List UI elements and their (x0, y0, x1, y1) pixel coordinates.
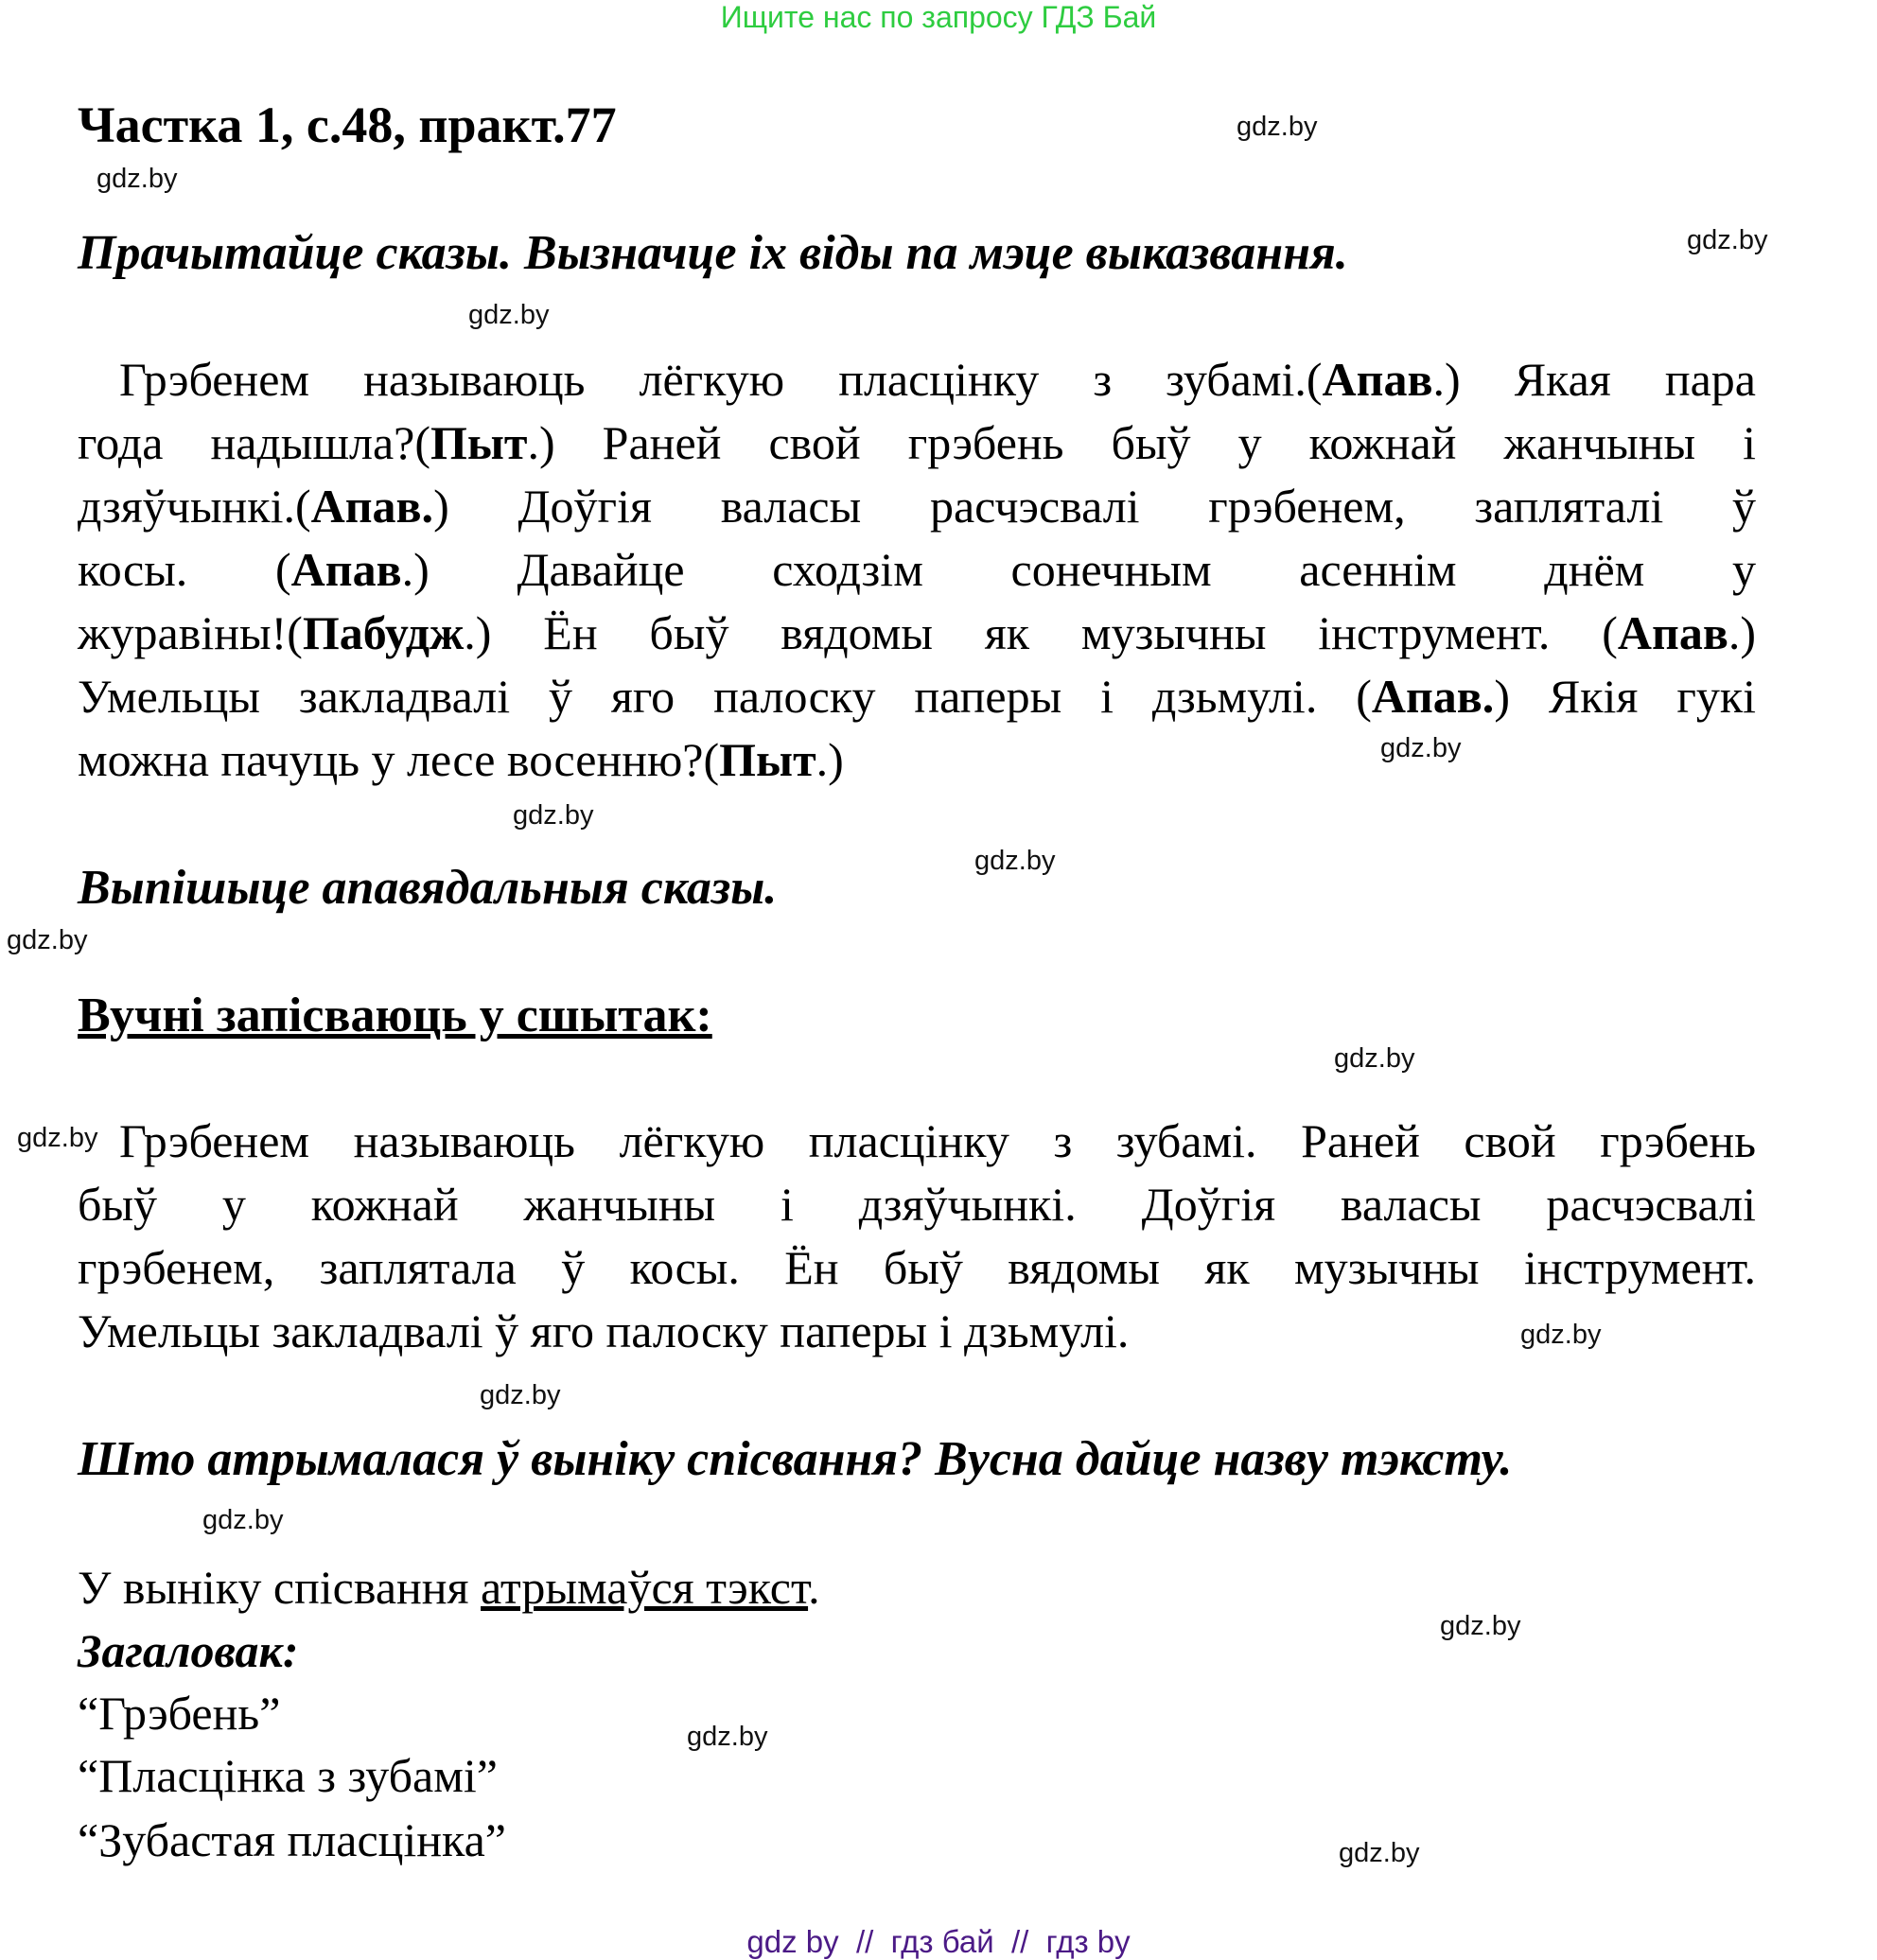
watermark: gdz.by (687, 1722, 768, 1752)
text-line (78, 665, 1756, 728)
text-line (78, 602, 1756, 665)
sentence-text: Умельцы закладвалі ў яго палоску паперы і дзьмулі. (78, 1304, 1130, 1357)
task-instruction-write: Выпішыце апавядальныя сказы. (78, 861, 778, 915)
sentence-text: .) (1728, 606, 1756, 659)
text-line (78, 475, 1756, 538)
sentence-type-label: Апав. (310, 480, 434, 533)
sentence-text: Грэбенем называюць лёгкую пласцінку з зубамі. Раней свой грэбень (119, 1114, 1756, 1167)
text-line (78, 411, 1756, 475)
sentence-text: .) Якая пара (1432, 353, 1756, 406)
sentence-text: года надышла?( (78, 416, 430, 469)
sentence-text: быў у кожнай жанчыны і дзяўчынкі. Доўгія валасы расчэсвалі (78, 1178, 1756, 1231)
watermark: gdz.by (7, 925, 88, 955)
answer-text: У выніку спісвання (78, 1561, 482, 1614)
watermark: gdz.by (1380, 733, 1462, 763)
sentence-type-label: Пабудж (302, 606, 465, 659)
sentence-text: журавіны!( (78, 606, 303, 659)
sentence-text: грэбенем, заплятала ў косы. Ён быў вядомы як музычны інструмент. (78, 1241, 1756, 1294)
watermark: gdz.by (1520, 1320, 1602, 1350)
watermark: gdz.by (1237, 112, 1318, 142)
sentence-text: ) Якія гукі (1494, 670, 1757, 723)
sentence-text: .) (816, 733, 844, 786)
sentence-text: можна пачуць у лесе восенню?( (78, 733, 720, 786)
watermark: gdz.by (1339, 1838, 1420, 1868)
answer-end: . (808, 1561, 820, 1614)
text-line (78, 1236, 1756, 1300)
sentence-text: .) Давайце сходзім сонечным асеннім днём у (401, 543, 1756, 596)
task-instruction-title: Што атрымалася ў выніку спісвання? Вусна дайце назву тэксту. (78, 1432, 1513, 1486)
sentence-type-label: Пыт (430, 416, 528, 469)
watermark: gdz.by (974, 846, 1056, 876)
sentence-text: дзяўчынкі.( (78, 480, 311, 533)
sentence-type-label: Апав (290, 543, 402, 596)
page-title: Частка 1, с.48, практ.77 (78, 96, 617, 153)
text-line (78, 348, 1756, 411)
text-line (78, 1300, 1756, 1363)
notebook-paragraph (78, 1110, 1756, 1363)
sentence-type-label: Апав. (1371, 670, 1495, 723)
watermark: gdz.by (17, 1123, 98, 1153)
answer-underlined: атрымаўся тэкст (481, 1561, 809, 1614)
text-line (78, 1173, 1756, 1236)
footer-links: gdz by // гдз бай // гдз by (746, 1924, 1131, 1959)
sentence-type-label: Апав (1617, 606, 1728, 659)
notebook-heading: Вучні запісваюць у сшытак: (78, 989, 712, 1042)
sentence-text: Умельцы закладвалі ў яго палоску паперы і дзьмулі. ( (78, 670, 1372, 723)
watermark: gdz.by (96, 164, 178, 194)
sentence-text: Грэбенем называюць лёгкую пласцінку з зубамі.( (119, 353, 1323, 406)
watermark: gdz.by (202, 1505, 284, 1535)
answer-line (78, 1556, 820, 1619)
watermark: gdz.by (1687, 225, 1768, 255)
sentence-type-label: Апав (1322, 353, 1433, 406)
text-line (78, 1110, 1756, 1173)
sentence-text: ) Доўгія валасы расчэсвалі грэбенем, запляталі ў (433, 480, 1756, 533)
text-line (78, 728, 1756, 792)
watermark: gdz.by (1334, 1043, 1415, 1074)
watermark: gdz.by (468, 300, 550, 330)
task-instruction-read: Прачытайце сказы. Вызначце іх віды па мэце выказвання. (78, 226, 1348, 280)
sentence-text: косы. ( (78, 543, 291, 596)
sentence-text: .) Ён быў вядомы як музычны інструмент. ( (464, 606, 1618, 659)
title-option: “Грэбень” (78, 1687, 281, 1740)
exercise-paragraph (78, 348, 1756, 792)
title-option: “Зубастая пласцінка” (78, 1813, 506, 1866)
titles-label: Загаловак: (78, 1624, 299, 1677)
watermark: gdz.by (1440, 1611, 1521, 1641)
search-banner: Ищите нас по запросу ГДЗ Бай (720, 0, 1157, 34)
text-line (78, 538, 1756, 602)
watermark: gdz.by (513, 800, 594, 831)
sentence-text: .) Раней свой грэбень быў у кожнай жанчыны і (527, 416, 1756, 469)
sentence-type-label: Пыт (719, 733, 816, 786)
watermark: gdz.by (480, 1380, 561, 1410)
title-option: “Пласцінка з зубамі” (78, 1749, 498, 1802)
